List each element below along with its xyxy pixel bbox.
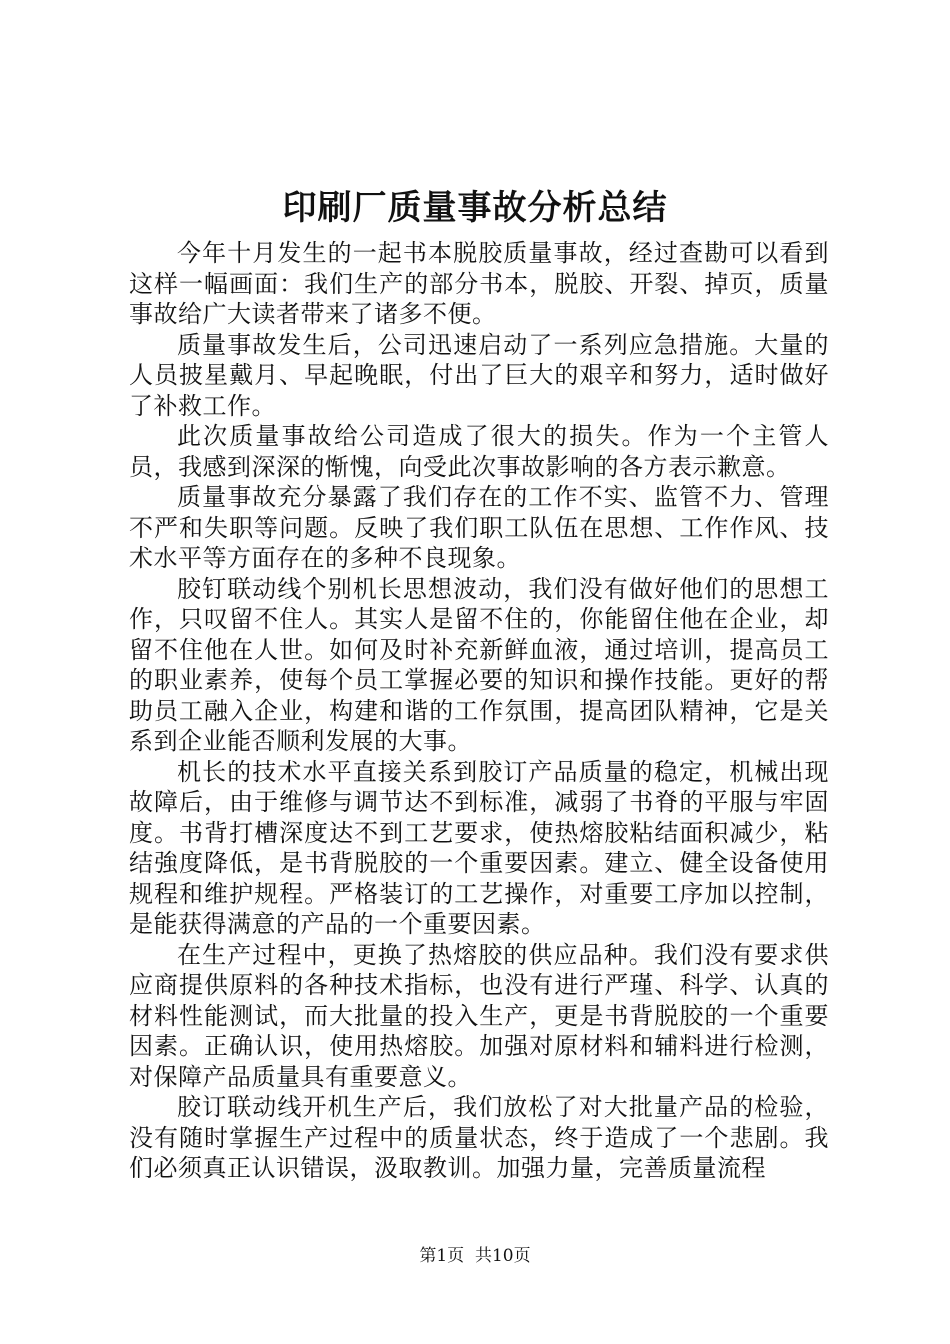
document-body: [129, 238, 829, 1184]
paragraph: 在生产过程中，更换了热熔胶的供应品种。我们没有要求供应商提供原料的各种技术指标，也没有进行严瑾、科学、认真的材料性能测试，而大批量的投入生产，更是书背脱胶的一个重要因素。正确认识，使用热熔胶。加强对原材料和辅料进行检测，对保障产品质量具有重要意义。: [129, 940, 829, 1091]
paragraph: 胶订联动线开机生产后，我们放松了对大批量产品的检验，没有随时掌握生产过程中的质量状态，终于造成了一个悲剧。我们必须真正认识错误，汲取教训。加强力量，完善质量流程: [129, 1093, 829, 1182]
page-footer: [0, 1244, 950, 1268]
paragraph: 机长的技术水平直接关系到胶订产品质量的稳定，机械出现故障后，由于维修与调节达不到标准，减弱了书脊的平服与牢固度。书背打槽深度达不到工艺要求，使热熔胶粘结面积减少，粘结強度降低，是书背脱胶的一个重要因素。建立、健全设备使用规程和维护规程。严格装订的工艺操作，对重要工序加以控制，是能获得满意的产品的一个重要因素。: [129, 757, 829, 938]
paragraph: 质量事故发生后，公司迅速启动了一系列应急措施。大量的人员披星戴月、早起晚眠，付出了巨大的艰辛和努力，适时做好了补救工作。: [129, 330, 829, 420]
page-number: 第1页 共10页: [419, 1246, 531, 1266]
paragraph: 今年十月发生的一起书本脱胶质量事故，经过查勘可以看到这样一幅画面：我们生产的部分书本，脱胶、开裂、掉页，质量事故给广大读者带来了诸多不便。: [129, 239, 829, 328]
paragraph: 此次质量事故给公司造成了很大的损失。作为一个主管人员，我感到深深的惭愧，向受此次事故影响的各方表示歉意。: [129, 422, 829, 481]
paragraph: 质量事故充分暴露了我们存在的工作不实、监管不力、管理不严和失职等问题。反映了我们职工队伍在思想、工作作风、技术水平等方面存在的多种不良现象。: [129, 483, 829, 572]
paragraph: 胶钉联动线个别机长思想波动，我们没有做好他们的思想工作，只叹留不住人。其实人是留不住的，你能留住他在企业，却留不住他在人世。如何及时补充新鲜血液，通过培训，提高员工的职业素养，使每个员工掌握必要的知识和操作技能。更好的帮助员工融入企业，构建和谐的工作氛围，提高团队精神，它是关系到企业能否顺利发展的大事。: [129, 574, 829, 755]
document-title: 印刷厂质量事故分析总结: [282, 188, 668, 228]
